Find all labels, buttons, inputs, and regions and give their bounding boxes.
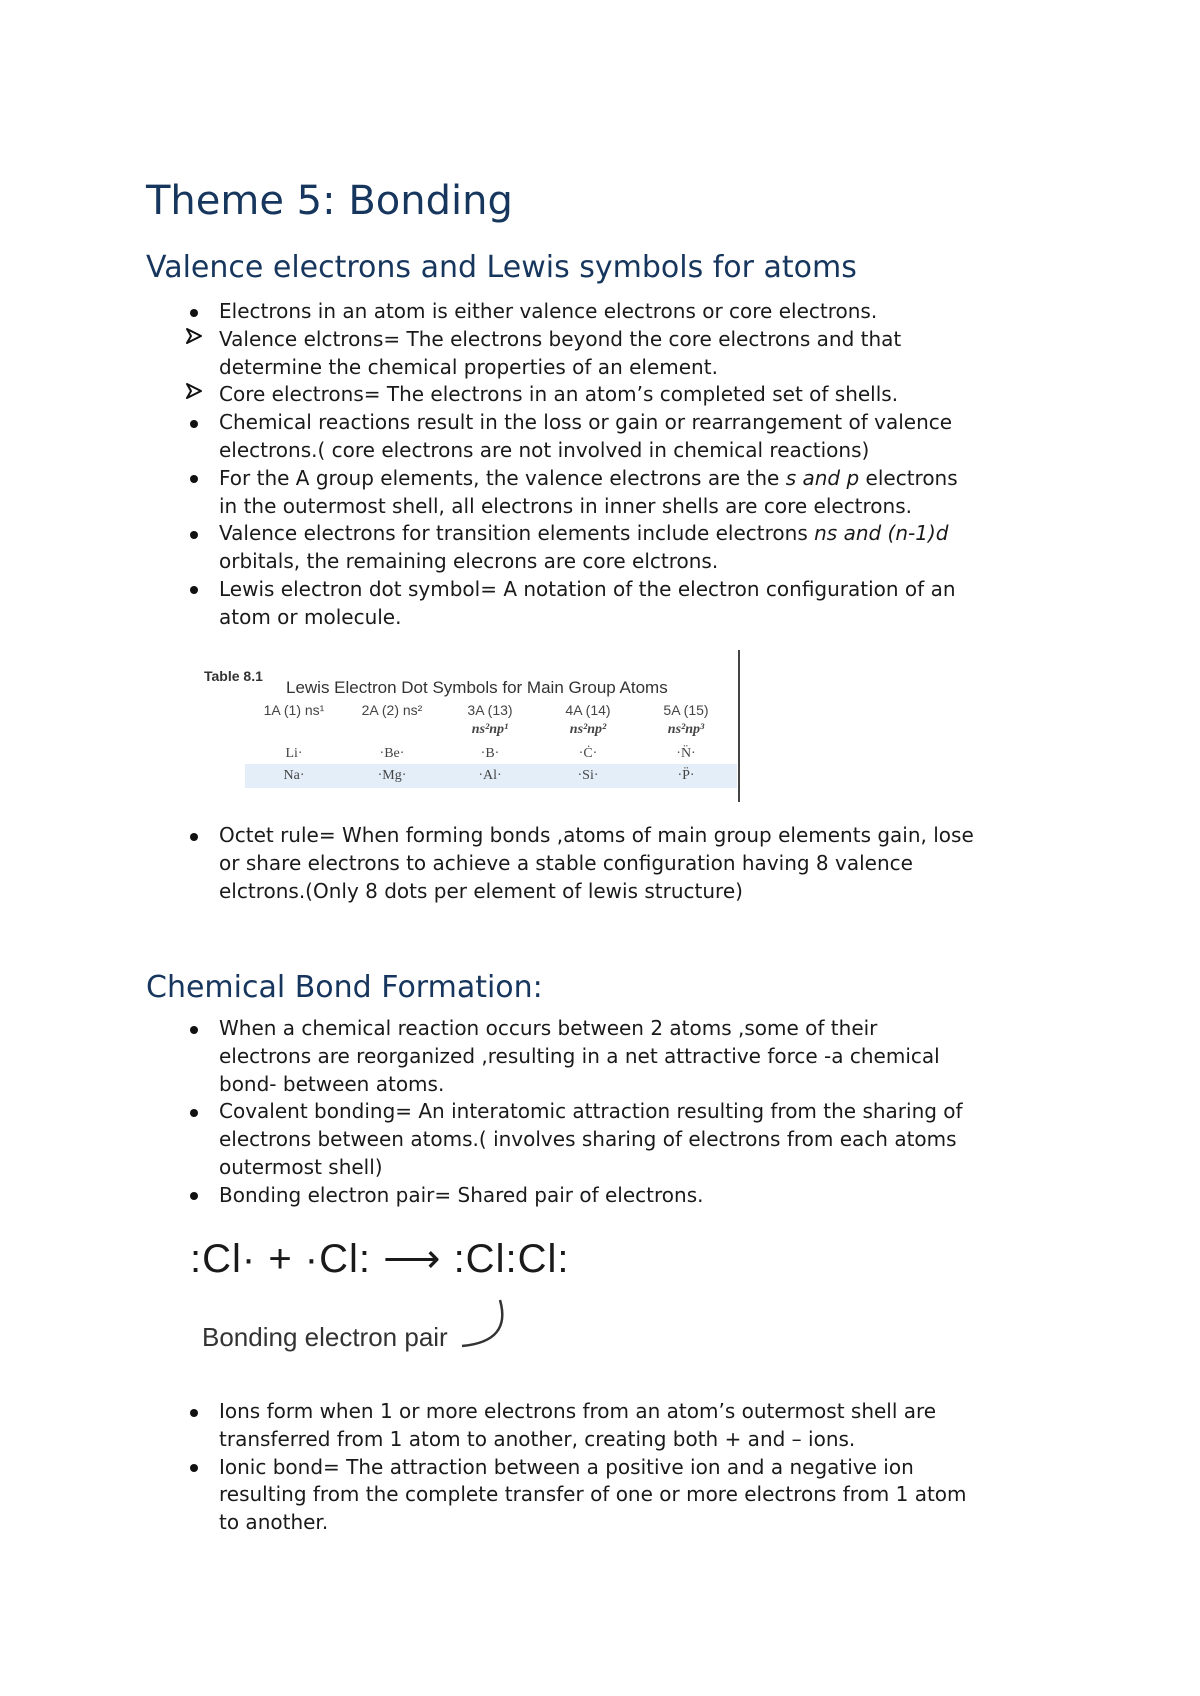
bullet-icon [184, 1098, 204, 1126]
table-cell: 1A (1) ns¹ [263, 702, 325, 718]
table-cell: ·Si· [577, 768, 599, 783]
bullet-icon [184, 520, 204, 548]
table-cell: ns²np³ [667, 722, 705, 737]
section-heading-valence: Valence electrons and Lewis symbols for atoms [146, 250, 857, 285]
bullet-icon [184, 409, 204, 437]
bullet-icon [184, 1182, 204, 1210]
table-cell: ·Ċ· [578, 746, 598, 761]
bullet-icon [184, 1454, 204, 1482]
table-cell [343, 722, 441, 738]
bullet-icon [184, 1398, 204, 1426]
list-item: Ions form when 1 or more electrons from an atom’s outermost shell are transferred from 1 atom to another, creating both + and – ions. [146, 1398, 1076, 1454]
list-item: Lewis electron dot symbol= A notation of the electron configuration of an atom or molecule. [146, 576, 1076, 632]
list-item: Covalent bonding= An interatomic attraction resulting from the sharing of electrons between atoms.( involves sharing of electrons from each atoms outermost shell) [146, 1098, 1076, 1181]
table-cell: ·Mg· [377, 768, 407, 783]
list-item: Valence electrons for transition elements include electrons ns and (n-1)d orbitals, the remaining elecrons are core elctrons. [146, 520, 1076, 576]
bullet-icon [184, 1015, 204, 1043]
bonding-electron-pair-figure [190, 1228, 630, 1368]
list-item: Electrons in an atom is either valence electrons or core electrons. [146, 298, 1076, 326]
list-item: Valence elctrons= The electrons beyond the core electrons and that determine the chemical properties of an element. [146, 326, 1076, 382]
list-item: Chemical reactions result in the loss or gain or rearrangement of valence electrons.( core electrons are not involved in chemical reactions) [146, 409, 1076, 465]
table-cell: Li· [285, 746, 303, 761]
figure-caption: Bonding electron pair [202, 1322, 448, 1352]
table-border [738, 650, 740, 802]
table-cell: Na· [283, 768, 305, 783]
arrow-bullet-icon [184, 381, 204, 409]
list-item: Core electrons= The electrons in an atom’s completed set of shells. [146, 381, 1076, 409]
table-cell: ·N̈· [676, 746, 696, 761]
list-item: When a chemical reaction occurs between 2 atoms ,some of their electrons are reorganized ,resulting in a net attractive force -a chemical bond- between atoms. [146, 1015, 1076, 1098]
bullet-icon [184, 465, 204, 493]
valence-list [146, 298, 1076, 632]
table-cell: 4A (14) [565, 702, 611, 718]
table-header-row [245, 702, 737, 718]
table-row [245, 746, 737, 762]
table-cell: ·B· [480, 746, 500, 761]
table-cell: ns²np² [569, 722, 607, 737]
octet-list [146, 822, 1076, 905]
page-title: Theme 5: Bonding [146, 178, 513, 224]
table-cell: ·Al· [478, 768, 502, 783]
bullet-icon [184, 298, 204, 326]
table-title: Lewis Electron Dot Symbols for Main Group Atoms [286, 678, 668, 697]
bullet-icon [184, 576, 204, 604]
arrow-bullet-icon [184, 326, 204, 354]
list-item: Octet rule= When forming bonds ,atoms of main group elements gain, lose or share electrons to achieve a stable configuration having 8 valence elctrons.(Only 8 dots per element of lewis structure) [146, 822, 1076, 905]
table-cell: 2A (2) ns² [361, 702, 423, 718]
section-heading-bond-formation: Chemical Bond Formation: [146, 970, 543, 1005]
table-cell [245, 722, 343, 738]
table-label: Table 8.1 [204, 668, 263, 684]
table-cell: 3A (13) [467, 702, 513, 718]
table-cell: ns²np¹ [471, 722, 509, 737]
list-item: Ionic bond= The attraction between a positive ion and a negative ion resulting from the complete transfer of one or more electrons from 1 atom to another. [146, 1454, 1076, 1537]
ionic-list [146, 1398, 1076, 1537]
table-config-row [245, 722, 737, 738]
table-cell: ·Be· [379, 746, 405, 761]
bond-formation-list [146, 1015, 1076, 1210]
list-item: Bonding electron pair= Shared pair of electrons. [146, 1182, 1076, 1210]
lewis-dot-table-figure [200, 650, 740, 802]
bullet-icon [184, 822, 204, 850]
table-row [245, 768, 737, 784]
table-cell: 5A (15) [663, 702, 709, 718]
list-item: For the A group elements, the valence electrons are the s and p electrons in the outermost shell, all electrons in inner shells are core electrons. [146, 465, 1076, 521]
lewis-equation: :Cl· + ·Cl: ⟶ :Cl:Cl: [190, 1237, 570, 1281]
table-cell: ·P̈· [677, 768, 695, 783]
